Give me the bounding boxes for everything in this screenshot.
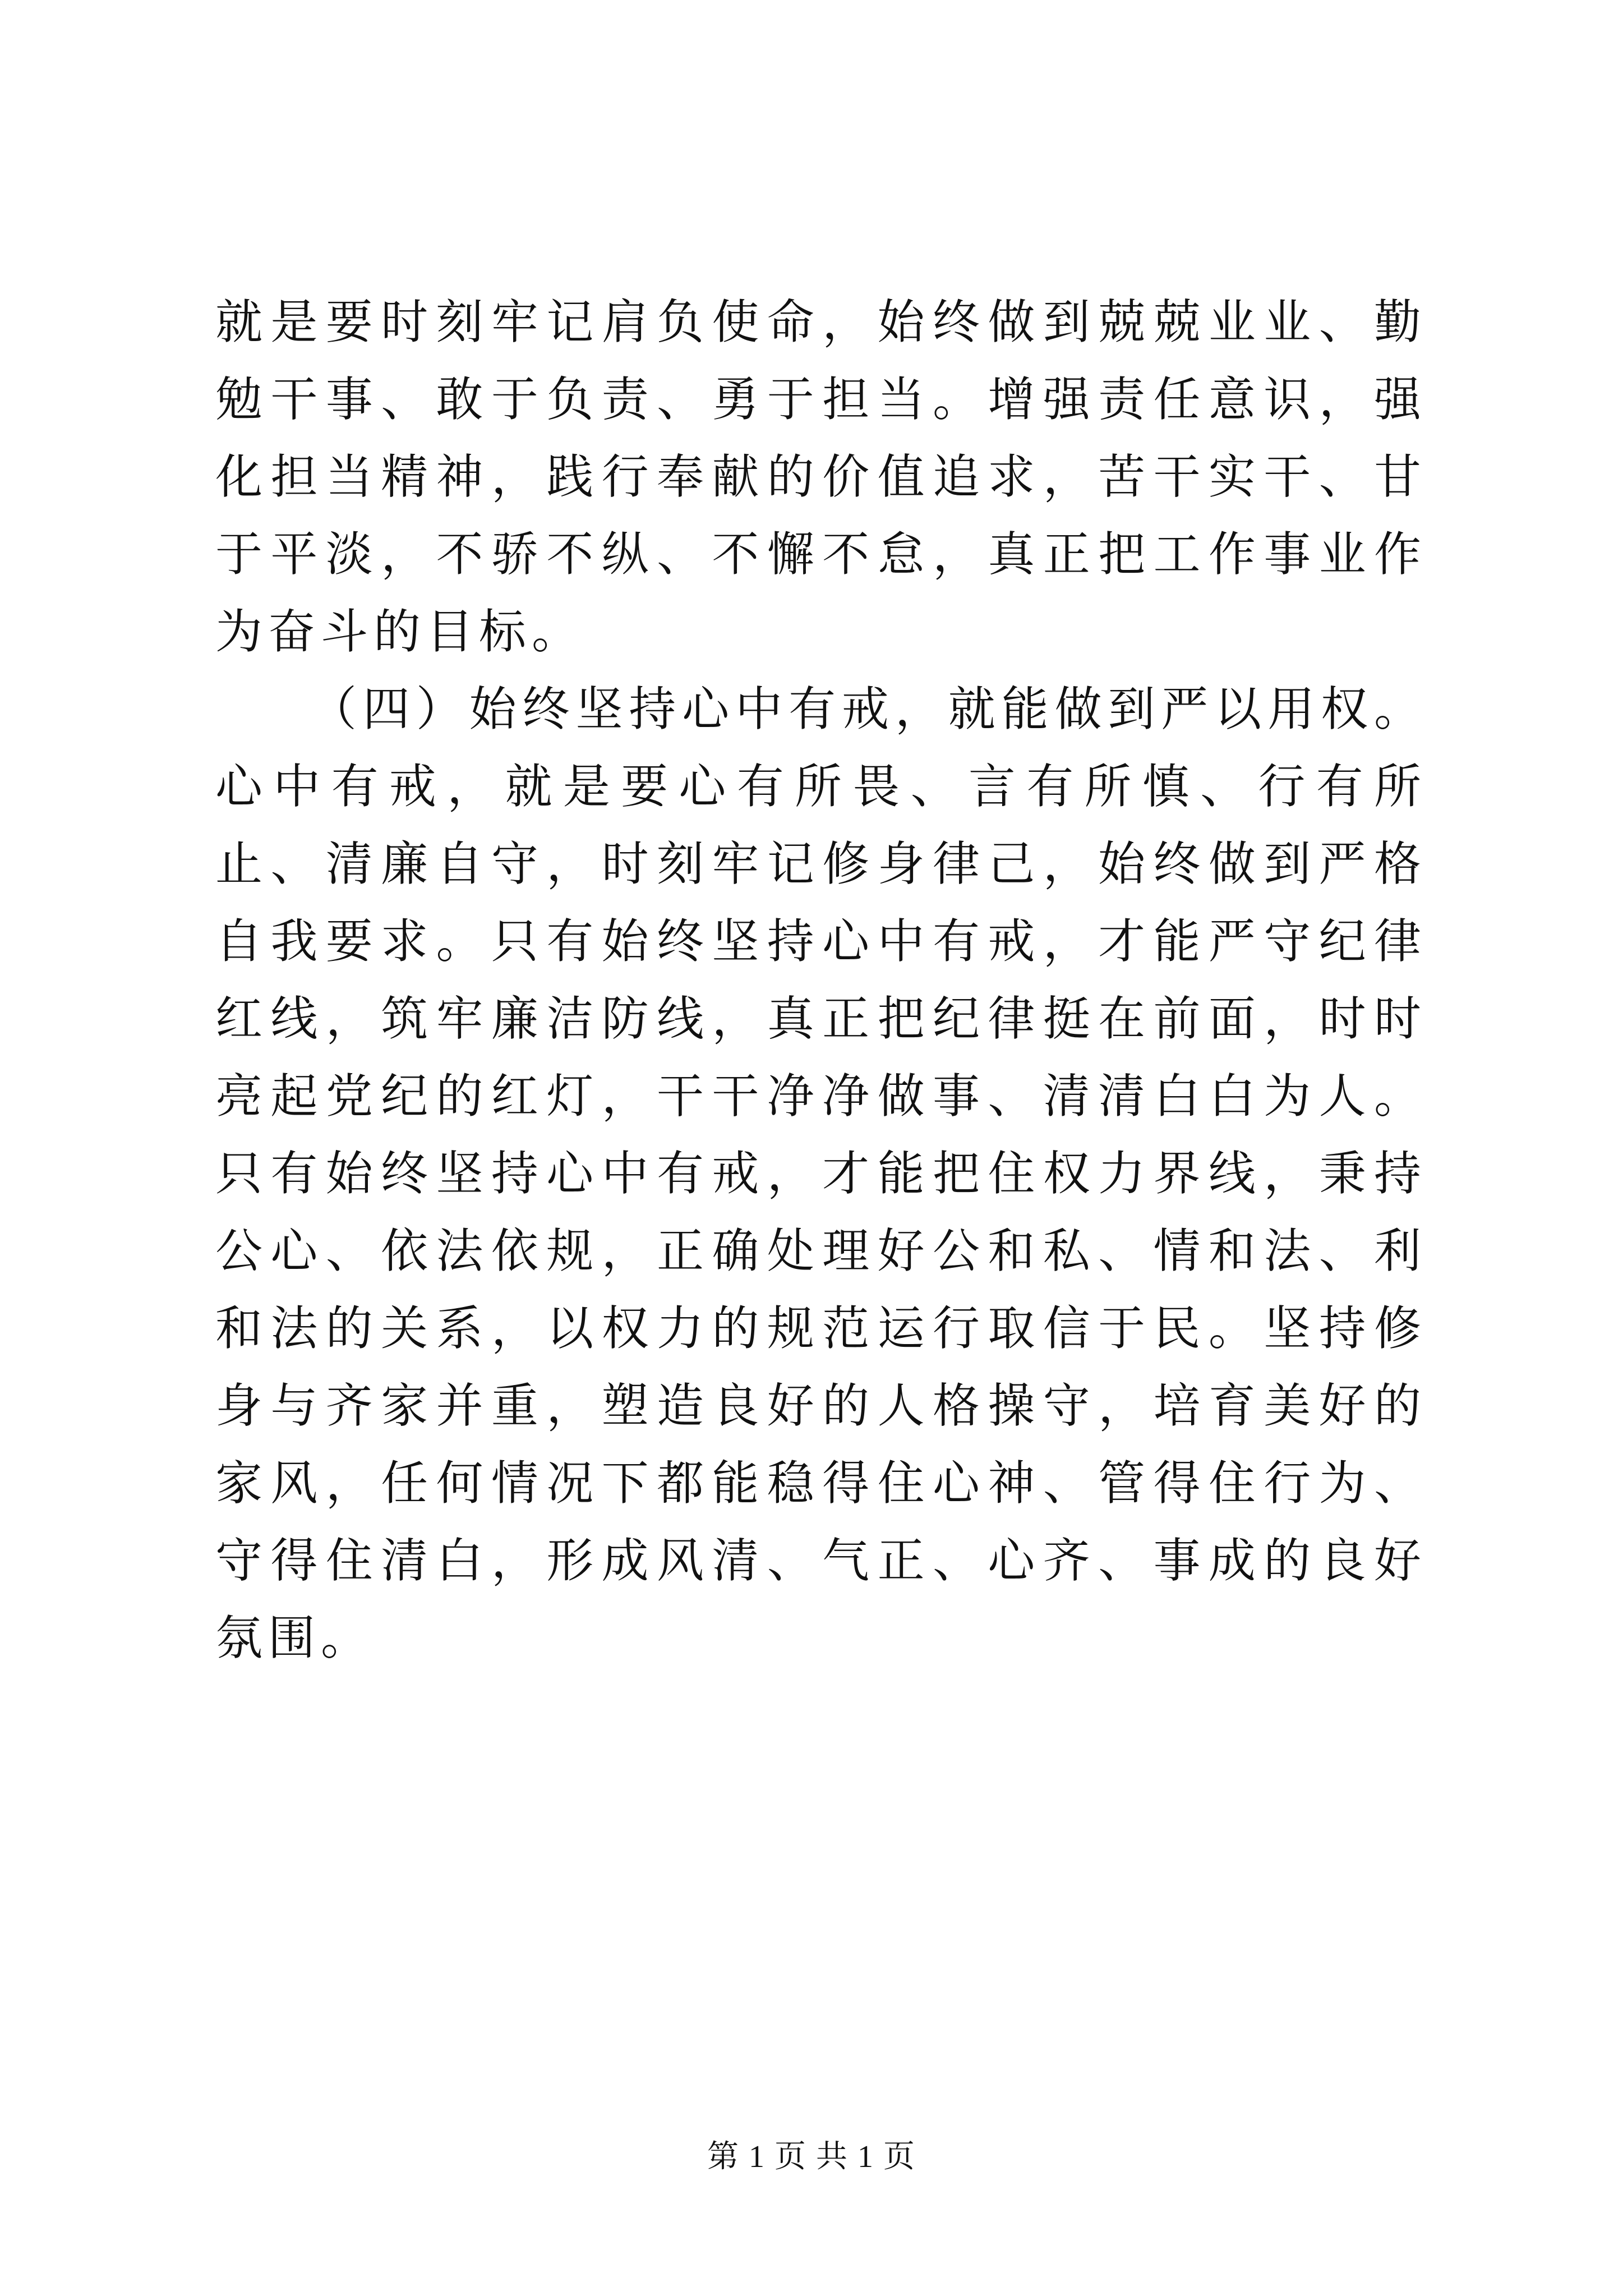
paragraph-section-four: （四）始终坚持心中有戒，就能做到严以用权。心中有戒，就是要心有所畏、言有所慎、行有所止、清廉自守，时刻牢记修身律己，始终做到严格自我要求。只有始终坚持心中有戒，才能严守纪律红线，筑牢廉洁防线，真正把纪律挺在前面，时时亮起党纪的红灯，干干净净做事、清清白白为人。只有始终坚持心中有戒，才能把住权力界线，秉持公心、依法依规，正确处理好公和私、情和法、利和法的关系，以权力的规范运行取信于民。坚持修身与齐家并重，塑造良好的人格操守，培育美好的家风，任何情况下都能稳得住心神、管得住行为、守得住清白，形成风清、气正、心齐、事成的良好氛围。 [215, 682, 1427, 1665]
page-footer: 第 1 页 共 1 页 [707, 2139, 916, 2174]
paragraph-continued: 就是要时刻牢记肩负使命，始终做到兢兢业业、勤勉干事、敢于负责、勇于担当。增强责任意识，强化担当精神，践行奉献的价值追求，苦干实干、甘于平淡，不骄不纵、不懈不怠，真正把工作事业作为奋斗的目标。 [215, 295, 1427, 659]
document-body [215, 283, 1427, 1677]
